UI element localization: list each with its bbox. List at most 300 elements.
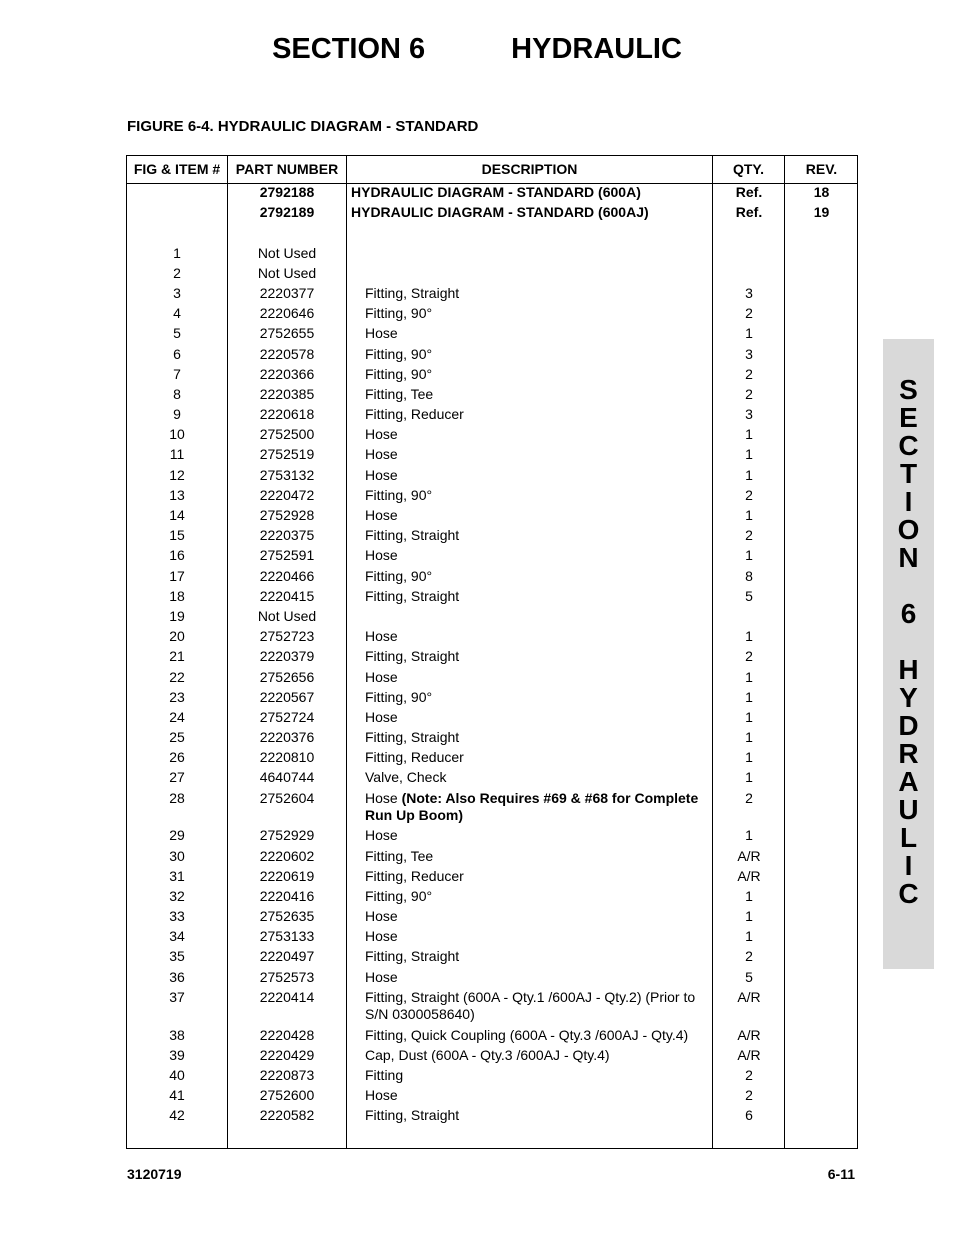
description-cell-text: Hose [365, 827, 398, 844]
description-cell [365, 848, 713, 865]
part-number-cell [228, 908, 346, 925]
description-cell-text: Fitting, Tee [365, 385, 434, 402]
description-cell-text: Fitting, Reducer [365, 406, 464, 423]
description-cell-text: Hose [365, 507, 398, 523]
part-number-cell-text: 2752723 [259, 628, 315, 645]
qty-cell [713, 628, 785, 645]
qty-cell-text: 1 [745, 446, 753, 463]
table-row [127, 769, 857, 789]
side-tab-letter: D [898, 710, 919, 741]
description-cell [365, 888, 713, 905]
part-number-cell [228, 689, 346, 706]
side-tab-letter: A [898, 766, 919, 797]
part-number-cell [228, 669, 346, 686]
qty-cell [713, 446, 785, 463]
description-cell [365, 568, 713, 585]
part-number-cell [228, 184, 346, 201]
table-row [127, 848, 857, 868]
description-cell-text: Hose [365, 908, 398, 925]
part-number-cell-text: 2752600 [259, 1087, 315, 1104]
part-number-cell-text: Not Used [257, 607, 317, 624]
qty-cell [713, 669, 785, 686]
fig-item-cell [127, 689, 227, 706]
description-cell [365, 346, 713, 363]
description-cell-text: Cap, Dust (600A - Qty.3 /600AJ - Qty.4) [365, 1046, 610, 1063]
description-cell [365, 1107, 713, 1124]
part-number-cell [228, 769, 346, 786]
qty-cell-text: 2 [745, 789, 753, 806]
qty-cell-text: A/R [737, 847, 761, 864]
qty-cell [713, 848, 785, 865]
fig-item-cell-text: 23 [169, 688, 185, 705]
qty-cell-text: 1 [745, 325, 753, 342]
fig-item-cell [127, 547, 227, 564]
part-number-cell-text: 2792188 [259, 184, 315, 200]
qty-cell [713, 325, 785, 342]
description-cell [365, 709, 713, 726]
qty-cell [713, 689, 785, 706]
fig-item-cell-text: 5 [173, 325, 181, 342]
description-cell [365, 386, 713, 403]
qty-cell [713, 790, 785, 807]
qty-cell [713, 908, 785, 925]
table-row [127, 366, 857, 386]
fig-item-cell-text: 14 [169, 507, 185, 523]
description-cell [365, 507, 713, 524]
fig-item-cell [127, 989, 227, 1006]
description-cell-text: Fitting, Reducer [365, 867, 464, 884]
fig-item-cell [127, 1067, 227, 1084]
table-row [127, 285, 857, 305]
qty-cell-text: 1 [745, 928, 753, 945]
part-number-cell [228, 948, 346, 965]
description-cell [365, 989, 713, 1023]
fig-item-cell [127, 628, 227, 645]
qty-cell [713, 366, 785, 383]
fig-item-cell-text: 2 [173, 264, 181, 281]
part-number-cell-text: 2792189 [259, 204, 315, 221]
rev-cell [785, 184, 858, 201]
part-number-cell-text: 2220416 [259, 887, 315, 904]
table-row [127, 1087, 857, 1107]
description-cell [365, 426, 713, 443]
fig-item-cell [127, 608, 227, 625]
fig-item-cell-text: 40 [169, 1066, 185, 1083]
fig-item-cell-text: 32 [169, 887, 185, 904]
description-cell-text: Hose [365, 1087, 398, 1104]
part-number-cell-text: 2220375 [259, 527, 315, 544]
side-tab-letter: N [898, 542, 919, 573]
qty-cell [713, 426, 785, 443]
fig-item-cell-text: 33 [169, 908, 185, 925]
part-number-cell-text: 2220567 [259, 688, 315, 705]
part-number-cell [228, 467, 346, 484]
part-number-cell-text: 2220602 [259, 847, 315, 864]
qty-cell [713, 1027, 785, 1044]
part-number-cell-text: 2752591 [259, 547, 315, 564]
table-row [127, 628, 857, 648]
table-row [127, 669, 857, 689]
part-number-cell-text: 2752573 [259, 968, 315, 985]
fig-item-cell-text: 19 [169, 607, 185, 624]
qty-cell-text: 2 [745, 648, 753, 665]
part-number-cell [228, 527, 346, 544]
fig-item-cell-text: 6 [173, 345, 181, 362]
description-cell [365, 588, 713, 605]
fig-item-cell-text: 11 [169, 446, 185, 463]
figure-title: FIGURE 6-4. HYDRAULIC DIAGRAM - STANDARD [127, 118, 479, 135]
fig-item-cell-text: 17 [169, 567, 185, 584]
fig-item-cell-text: 28 [169, 789, 185, 806]
table-row [127, 346, 857, 366]
qty-cell [713, 648, 785, 665]
part-number-cell [228, 848, 346, 865]
table-row [127, 507, 857, 527]
fig-item-cell [127, 426, 227, 443]
fig-item-cell-text: 37 [169, 988, 185, 1005]
part-number-cell-text: 2752519 [259, 446, 315, 463]
table-row [127, 386, 857, 406]
part-number-cell-text: 2753133 [259, 928, 315, 945]
header-qty: QTY. [732, 161, 765, 177]
qty-cell [713, 568, 785, 585]
table-row [127, 928, 857, 948]
fig-item-cell [127, 386, 227, 403]
qty-cell [713, 285, 785, 302]
fig-item-cell [127, 868, 227, 885]
qty-cell [713, 204, 785, 221]
fig-item-cell [127, 346, 227, 363]
description-cell [351, 184, 713, 201]
table-row [127, 689, 857, 709]
part-number-cell [228, 709, 346, 726]
part-number-cell [228, 648, 346, 665]
section-side-tab [883, 339, 934, 969]
side-tab-letter: I [904, 486, 913, 517]
qty-cell-text: 8 [745, 567, 753, 584]
rev-cell-text: 19 [813, 204, 830, 221]
description-cell-text: Hose [365, 708, 398, 725]
part-number-cell [228, 1047, 346, 1064]
fig-item-cell-text: 39 [169, 1046, 185, 1063]
header-part-number: PART NUMBER [235, 161, 339, 177]
table-row [127, 325, 857, 345]
fig-item-cell [127, 366, 227, 383]
part-number-cell [228, 827, 346, 844]
header-fig-item: FIG & ITEM # [133, 161, 221, 177]
fig-item-cell [127, 749, 227, 766]
side-tab-letter: R [898, 738, 919, 769]
fig-item-cell [127, 406, 227, 423]
section-number: SECTION 6 [272, 33, 426, 65]
page-number: 6-11 [827, 1166, 855, 1182]
side-tab-letter: T [899, 458, 918, 489]
description-cell [365, 305, 713, 322]
header-rev: REV. [805, 161, 838, 177]
page-title [0, 33, 954, 66]
part-number-cell-text: 2220366 [259, 365, 315, 382]
description-cell-text: Hose [365, 628, 398, 645]
side-tab-letter: C [898, 430, 919, 461]
qty-cell-text: 1 [745, 507, 753, 523]
description-cell [365, 366, 713, 383]
part-number-cell-text: 2220385 [259, 385, 315, 402]
qty-cell-text: 1 [745, 827, 753, 844]
description-cell [365, 769, 713, 786]
qty-cell-text: 1 [745, 908, 753, 925]
qty-cell-text: A/R [737, 867, 761, 884]
fig-item-cell [127, 1027, 227, 1044]
qty-cell-text: 1 [745, 628, 753, 645]
fig-item-cell [127, 908, 227, 925]
description-cell-text: Hose [365, 968, 398, 985]
fig-item-cell [127, 568, 227, 585]
qty-cell [713, 948, 785, 965]
part-number-cell [228, 568, 346, 585]
table-row [127, 948, 857, 968]
qty-cell-text: 1 [745, 769, 753, 786]
part-number-cell [228, 969, 346, 986]
qty-cell [713, 888, 785, 905]
fig-item-cell-text: 3 [173, 284, 181, 301]
part-number-cell [228, 888, 346, 905]
description-cell-text: Fitting [365, 1066, 404, 1083]
side-tab-letter: C [898, 878, 919, 909]
part-number-cell-text: 2752928 [259, 507, 315, 523]
table-row [127, 749, 857, 769]
fig-item-cell-text: 15 [169, 527, 185, 544]
qty-cell [713, 305, 785, 322]
description-cell-text: Fitting, Straight [365, 527, 460, 544]
table-row [127, 527, 857, 547]
part-number-cell [228, 265, 346, 282]
table-row [127, 648, 857, 668]
description-cell-text: Hose [365, 668, 398, 685]
qty-cell-text: 1 [745, 688, 753, 705]
table-row [127, 184, 857, 204]
qty-cell [713, 769, 785, 786]
qty-cell-text: 3 [745, 284, 753, 301]
table-row [127, 888, 857, 908]
description-cell-text: Fitting, Reducer [365, 749, 464, 766]
description-cell [365, 487, 713, 504]
description-cell-text: Fitting, Straight [365, 648, 460, 665]
part-number-cell [228, 346, 346, 363]
fig-item-cell [127, 969, 227, 986]
fig-item-cell-text: 16 [169, 547, 185, 564]
table-row [127, 868, 857, 888]
description-cell-text: Fitting, 90° [365, 345, 433, 362]
qty-cell [713, 507, 785, 524]
part-number-cell [228, 487, 346, 504]
description-cell [365, 547, 713, 564]
doc-number: 3120719 [127, 1166, 182, 1182]
fig-item-cell-text: 29 [169, 827, 185, 844]
fig-item-cell-text: 8 [173, 385, 181, 402]
fig-item-cell [127, 729, 227, 746]
description-cell-text: Fitting, Straight [365, 284, 460, 301]
fig-item-cell-text: 22 [169, 668, 185, 685]
table-row [127, 827, 857, 847]
fig-item-cell-text: 9 [173, 406, 181, 423]
part-number-cell [228, 1067, 346, 1084]
part-number-cell-text: 2220428 [259, 1026, 315, 1043]
description-cell [365, 969, 713, 986]
part-number-cell-text: 2220578 [259, 345, 315, 362]
part-number-cell-text: Not Used [257, 244, 317, 261]
part-number-cell [228, 608, 346, 625]
part-number-cell-text: Not Used [257, 264, 317, 281]
fig-item-cell-text: 20 [169, 628, 185, 645]
description-cell-text: Hose [365, 325, 398, 342]
fig-item-cell-text: 1 [173, 244, 181, 261]
description-cell-text: HYDRAULIC DIAGRAM - STANDARD (600AJ) [351, 204, 649, 221]
qty-cell-text: 2 [745, 305, 753, 322]
description-cell [365, 325, 713, 342]
part-number-cell [228, 204, 346, 221]
description-cell [365, 908, 713, 925]
qty-cell-text: 5 [745, 968, 753, 985]
qty-cell [713, 467, 785, 484]
description-cell [365, 948, 713, 965]
part-number-cell [228, 749, 346, 766]
rev-cell [785, 204, 858, 221]
part-number-cell [228, 989, 346, 1006]
side-tab-letter: O [897, 514, 920, 545]
part-number-cell-text: 2220466 [259, 567, 315, 584]
qty-cell [713, 1087, 785, 1104]
side-tab-letter: U [898, 794, 919, 825]
description-cell-text: Hose [365, 547, 398, 564]
description-cell-text: Fitting, Straight [365, 587, 460, 604]
description-cell [365, 527, 713, 544]
description-cell-text: Fitting, 90° [365, 887, 433, 904]
part-number-cell-text: 2752500 [259, 426, 315, 443]
fig-item-cell-text: 26 [169, 749, 185, 766]
side-tab-letter: 6 [900, 598, 917, 629]
qty-cell-text: 1 [745, 466, 753, 483]
description-cell-text: Hose [365, 466, 398, 483]
qty-cell-text: 2 [745, 365, 753, 382]
description-cell [365, 648, 713, 665]
part-number-cell [228, 285, 346, 302]
description-cell [365, 868, 713, 885]
description-cell [365, 628, 713, 645]
fig-item-cell-text: 34 [169, 928, 185, 945]
table-row [127, 568, 857, 588]
part-number-cell-text: 2752929 [259, 827, 315, 844]
description-cell-text: Fitting, Straight [365, 729, 460, 746]
description-cell-text: Hose [365, 928, 398, 945]
description-cell [365, 790, 713, 824]
fig-item-cell-text: 10 [169, 426, 185, 443]
qty-cell [713, 868, 785, 885]
qty-cell-text: 2 [745, 527, 753, 544]
fig-item-cell-text: 18 [169, 587, 185, 604]
part-number-cell [228, 386, 346, 403]
qty-cell-text: 1 [745, 426, 753, 443]
part-number-cell-text: 2220497 [259, 948, 315, 965]
table-row [127, 969, 857, 989]
qty-cell-text: A/R [737, 1026, 761, 1043]
fig-item-cell-text: 24 [169, 708, 185, 725]
table-row [127, 446, 857, 466]
description-cell [365, 928, 713, 945]
description-cell-text: Valve, Check [365, 769, 447, 786]
fig-item-cell [127, 588, 227, 605]
part-number-cell-text: 2220873 [259, 1066, 315, 1083]
qty-cell [713, 346, 785, 363]
part-number-cell-text: 2753132 [259, 466, 315, 483]
side-tab-letter: H [898, 654, 919, 685]
description-cell-text: Fitting, Quick Coupling (600A - Qty.3 /600AJ - Qty.4) [365, 1026, 689, 1043]
fig-item-cell-text: 7 [173, 365, 181, 382]
part-number-cell [228, 446, 346, 463]
rev-cell-text: 18 [813, 184, 830, 200]
description-cell-text: Fitting, Straight (600A - Qty.1 /600AJ - Qty.2) (Prior to S/N 0300058640) [365, 988, 696, 1022]
part-number-cell [228, 1107, 346, 1124]
table-row [127, 265, 857, 285]
part-number-cell-text: 2220618 [259, 406, 315, 423]
qty-cell-text: 1 [745, 729, 753, 746]
fig-item-cell [127, 325, 227, 342]
fig-item-cell-text: 12 [169, 466, 185, 483]
part-number-cell-text: 2752724 [259, 708, 315, 725]
table-row [127, 245, 857, 265]
qty-cell-text: Ref. [735, 204, 763, 221]
description-cell-text: Fitting, 90° [365, 486, 433, 503]
part-number-cell [228, 628, 346, 645]
fig-item-cell-text: 36 [169, 968, 185, 985]
fig-item-cell-text: 21 [169, 648, 185, 665]
table-row [127, 547, 857, 567]
fig-item-cell [127, 487, 227, 504]
fig-item-cell-text: 31 [169, 867, 185, 884]
fig-item-cell [127, 1107, 227, 1124]
description-cell-text: Fitting, Tee [365, 847, 434, 864]
table-row [127, 1047, 857, 1067]
description-cell-text: Fitting, Straight [365, 948, 460, 965]
table-body [127, 184, 857, 1127]
description-cell [365, 669, 713, 686]
table-row [127, 1067, 857, 1087]
qty-cell-text: 6 [745, 1107, 753, 1124]
part-number-cell [228, 325, 346, 342]
fig-item-cell [127, 446, 227, 463]
description-cell [365, 1047, 713, 1064]
description-cell [365, 1027, 713, 1044]
description-cell [365, 1087, 713, 1104]
table-row [127, 608, 857, 628]
part-number-cell-text: 2752635 [259, 908, 315, 925]
part-number-cell [228, 507, 346, 524]
fig-item-cell [127, 648, 227, 665]
table-row [127, 467, 857, 487]
part-number-cell [228, 790, 346, 807]
description-cell [365, 749, 713, 766]
part-number-cell-text: 2752656 [259, 668, 315, 685]
part-number-cell [228, 1087, 346, 1104]
qty-cell [713, 1047, 785, 1064]
part-number-cell [228, 245, 346, 262]
description-cell [365, 446, 713, 463]
fig-item-cell [127, 669, 227, 686]
table-row [127, 709, 857, 729]
qty-cell [713, 487, 785, 504]
part-number-cell-text: 2220415 [259, 587, 315, 604]
part-number-cell-text: 2220377 [259, 284, 315, 301]
fig-item-cell [127, 928, 227, 945]
